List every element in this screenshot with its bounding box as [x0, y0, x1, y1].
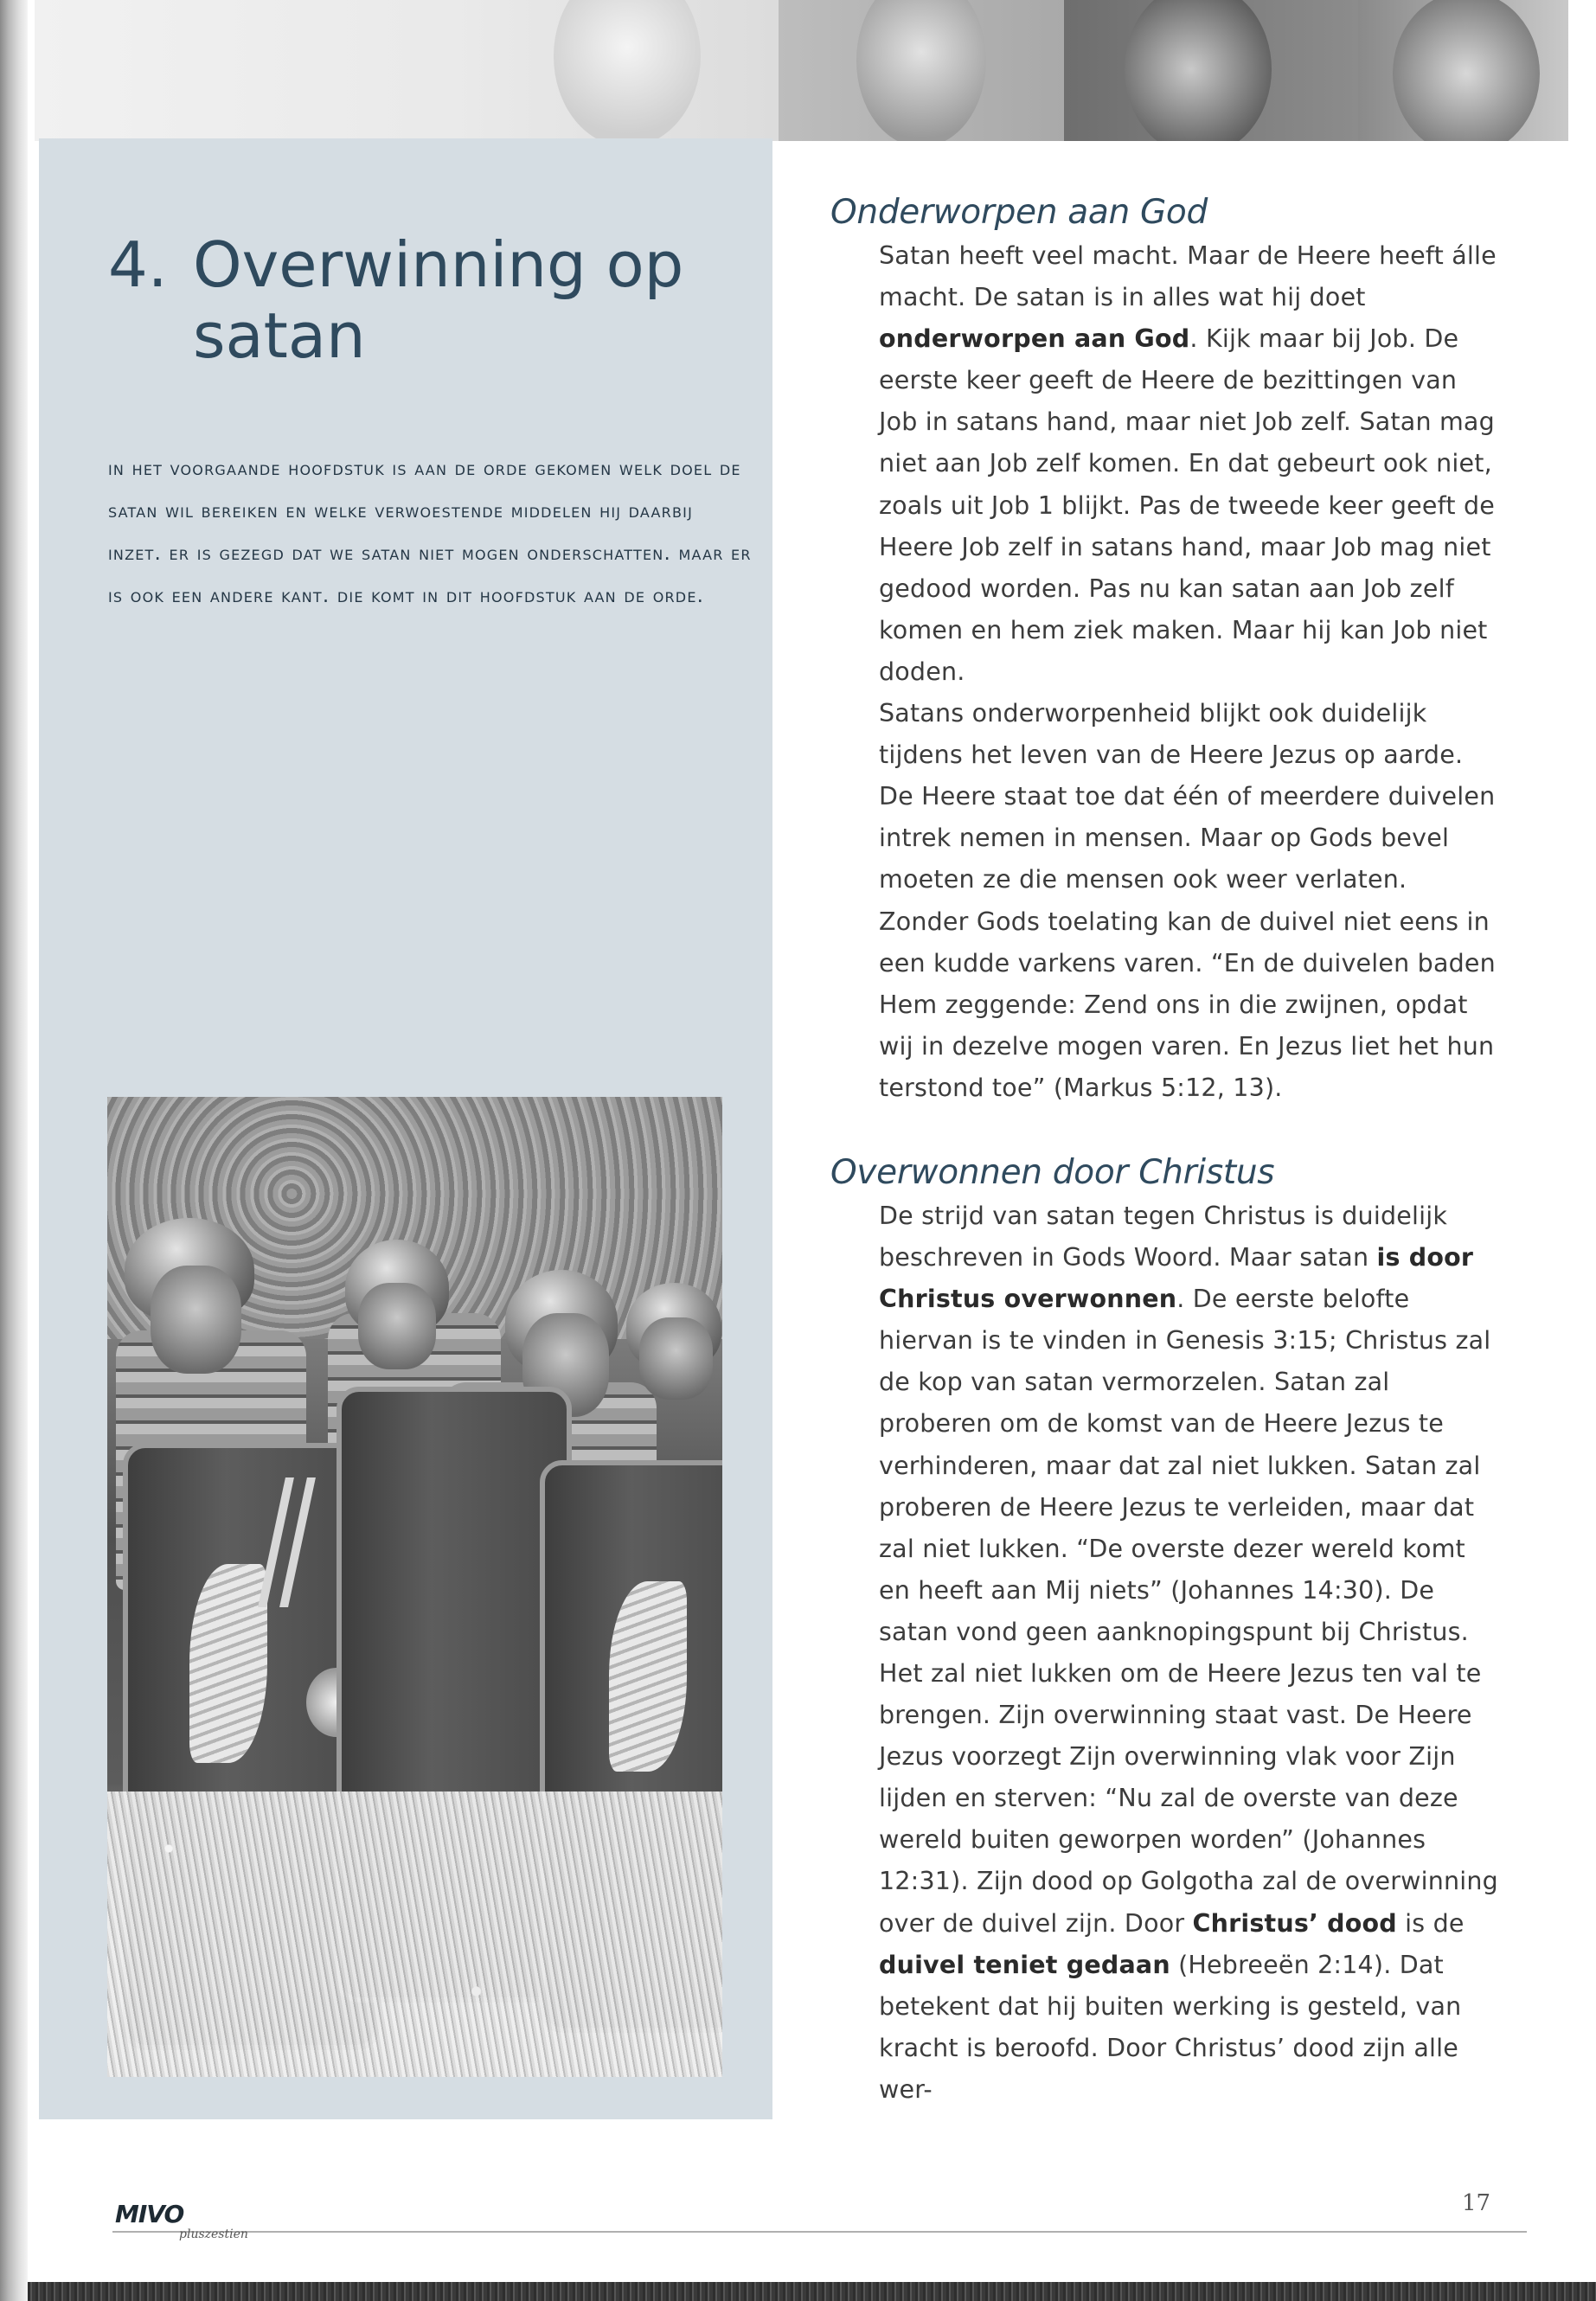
emphasis: onderworpen aan God	[879, 324, 1190, 354]
page-binding-edge	[0, 0, 28, 2301]
section-onderworpen	[830, 192, 1497, 1109]
chapter-title-line2: satan	[193, 299, 366, 372]
section-body: Satan heeft veel macht. Maar de Heere heeft álle macht. De satan is in alles wat hij doet onderworpen aan God. Kijk maar bij Job. De eerste keer geeft de Heere de bezittingen van Job in satans hand, maar niet Job zelf. Satan mag niet aan Job zelf komen. En dat gebeurt ook niet, zoals uit Job 1 blijkt. Pas de tweede keer geeft de Heere Job zelf in satans hand, maar Job mag niet gedood worden. Pas nu kan satan aan Job zelf komen en hem ziek maken. Maar hij kan Job niet doden. Satans onderworpenheid blijkt ook duidelijk tijdens het leven van de Heere Jezus op aarde. De Heere staat toe dat één of meerdere duivelen intrek nemen in mensen. Maar op Gods bevel moeten ze die mensen ook weer verlaten. Zonder Gods toelating kan de duivel niet eens in een kudde varkens varen. “En de duivelen baden Hem zeggende: Zend ons in die zwijnen, opdat wij in dezelve mogen varen. En Jezus liet het hun terstond toe” (Markus 5:12, 13).	[879, 241, 1497, 1102]
soldier-face	[358, 1283, 436, 1369]
soldier-face	[151, 1266, 241, 1374]
header-photo-strip	[35, 0, 1568, 141]
section-heading: Onderworpen aan God	[830, 193, 1208, 232]
article-body	[830, 192, 1498, 2111]
section-body: De strijd van satan tegen Christus is duidelijk beschreven in Gods Woord. Maar satan is door Christus overwonnen. De eerste belofte hiervan is te vinden in Genesis 3:15; Christus zal de kop van satan vermorzelen. Satan zal proberen om de komst van de Heere Jezus te verhinderen, maar dat zal niet lukken. Satan zal proberen de Heere Jezus te verleiden, maar dat zal niet lukken. “De overste dezer wereld komt en heeft aan Mij niets” (Johannes 14:30). De satan vond geen aanknopingspunt bij Christus. Het zal niet lukken om de Heere Jezus ten val te brengen. Zijn overwinning staat vast. De Heere Jezus voorzegt Zijn overwinning vlak voor Zijn lijden en sterven: “Nu zal de overste van deze wereld buiten geworpen worden” (Johannes 12:31). Zijn dood op Golgotha zal de overwinning over de duivel zijn. Door Christus’ dood is de duivel teniet gedaan (Hebreeën 2:14). Dat betekent dat hij buiten werking is gesteld, van kracht is beroofd. Door Christus’ dood zijn alle wer-	[879, 1201, 1498, 2104]
footer-logo-subtitle: pluszestien	[179, 2227, 248, 2241]
emphasis: Christus’ dood	[1192, 1908, 1397, 1938]
footer-logo: MIVO	[115, 2200, 184, 2228]
emphasis: duivel teniet gedaan	[879, 1950, 1170, 1979]
photo-face-3	[1064, 0, 1358, 141]
chapter-number: 4.	[108, 228, 168, 301]
chapter-title-line1: Overwinning op	[193, 228, 684, 301]
page-bottom-edge	[28, 2282, 1596, 2301]
chapter-intro	[108, 448, 753, 618]
photo-flowers	[107, 1791, 722, 2077]
page-number: 17	[1462, 2190, 1491, 2216]
photo-face-4	[1358, 0, 1568, 141]
section-overwonnen	[830, 1152, 1498, 2111]
eagle-wing-decoration	[189, 1564, 267, 1763]
emphasis: is door Christus overwonnen	[879, 1243, 1474, 1314]
roman-soldiers-photo	[107, 1097, 722, 2077]
section-heading: Overwonnen door Christus	[830, 1152, 1275, 1192]
photo-face-1	[450, 0, 779, 141]
footer-rule	[112, 2231, 1527, 2233]
chapter-intro-text: in het voorgaande hoofdstuk is aan de orde gekomen welk doel de satan wil bereiken en welke verwoestende middelen hij daarbij inzet. er is gezegd dat we satan niet mogen onderschatten. maar er is ook een andere kant. die komt in dit hoofdstuk aan de orde.	[108, 458, 752, 607]
eagle-wing-decoration	[609, 1581, 687, 1772]
photo-face-2	[779, 0, 1064, 141]
chapter-title	[108, 229, 748, 371]
soldier-face	[639, 1317, 713, 1400]
